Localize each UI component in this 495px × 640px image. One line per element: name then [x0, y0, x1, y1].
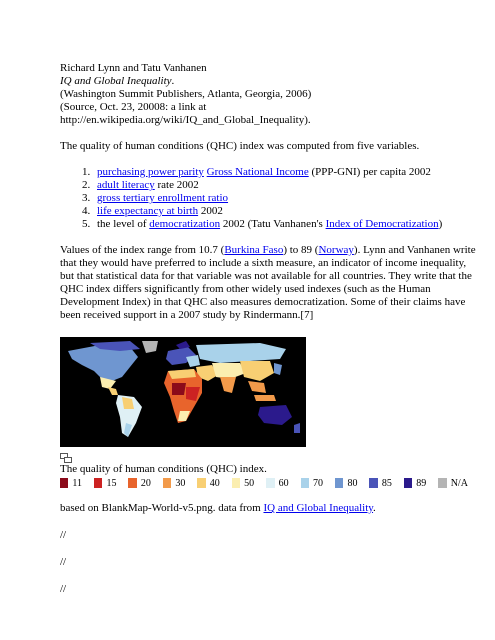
link-norway[interactable]: Norway	[318, 244, 354, 256]
link-gross-national-income[interactable]: Gross National Income	[206, 166, 309, 178]
legend-label: 85	[381, 477, 392, 489]
list-item: 1. purchasing power parity Gross National Income (PPP-GNI) per capita 2002	[82, 166, 431, 178]
legend-label: 89	[416, 477, 427, 489]
legend-swatch	[404, 478, 412, 488]
qhc-world-map	[60, 337, 306, 447]
list-item: 3. gross tertiary enrollment ratio	[82, 192, 229, 204]
legend-swatch	[301, 478, 309, 488]
legend-swatch	[369, 478, 377, 488]
trailing-mark: //	[60, 529, 67, 541]
world-map-image[interactable]	[60, 337, 306, 447]
legend-label: 80	[347, 477, 358, 489]
source-line: (Source, Oct. 23, 20008: a link at	[60, 101, 207, 113]
authors: Richard Lynn and Tatu Vanhanen	[60, 62, 207, 74]
legend-label: 20	[140, 477, 151, 489]
book-title: IQ and Global Inequality	[60, 75, 172, 87]
link-life-expectancy[interactable]: life expectancy at birth	[97, 205, 199, 217]
link-burkina-faso[interactable]: Burkina Faso	[224, 244, 284, 256]
link-adult-literacy[interactable]: adult literacy	[97, 179, 155, 191]
intro-text: The quality of human conditions (QHC) index was computed from five variables.	[60, 140, 420, 152]
legend-swatch	[60, 478, 68, 488]
legend-label: 30	[175, 477, 186, 489]
legend-label: 11	[72, 477, 83, 489]
legend-label: 15	[106, 477, 117, 489]
legend-swatch	[163, 478, 171, 488]
trailing-mark: //	[60, 583, 67, 595]
enlarge-icon[interactable]	[60, 453, 72, 463]
title-suffix: .	[171, 75, 175, 87]
figure-credit: based on BlankMap-World-v5.png. data from IQ and Global Inequality.	[60, 502, 376, 514]
trailing-marks	[60, 529, 480, 596]
figure-caption: The quality of human conditions (QHC) index.	[60, 463, 267, 475]
legend-swatch	[266, 478, 274, 488]
legend-label: 70	[313, 477, 324, 489]
list-item: 5. the level of democratization 2002 (Tatu Vanhanen's Index of Democratization)	[82, 218, 443, 230]
legend-swatch	[335, 478, 343, 488]
legend-swatch	[232, 478, 240, 488]
source-url: http://en.wikipedia.org/wiki/IQ_and_Global_Inequality).	[60, 114, 311, 126]
list-item: 4. life expectancy at birth 2002	[82, 205, 223, 217]
trailing-mark: //	[60, 556, 67, 568]
link-gross-tertiary-enrollment[interactable]: gross tertiary enrollment ratio	[97, 192, 229, 204]
legend-swatch	[438, 478, 446, 488]
link-purchasing-power-parity[interactable]: purchasing power parity	[97, 166, 204, 178]
variables-list	[60, 166, 480, 231]
legend-label: N/A	[450, 477, 468, 489]
legend-label: 60	[278, 477, 289, 489]
document-page	[60, 62, 480, 596]
citation-block	[60, 62, 480, 127]
legend-label: 50	[244, 477, 255, 489]
legend-swatch	[94, 478, 102, 488]
link-index-of-democratization[interactable]: Index of Democratization	[325, 218, 439, 230]
legend-label: 40	[209, 477, 220, 489]
legend-swatch	[197, 478, 205, 488]
list-item: 2. adult literacy rate 2002	[82, 179, 199, 191]
map-legend	[60, 477, 480, 489]
legend-swatch	[128, 478, 136, 488]
body-paragraph: Values of the index range from 10.7 (Burkina Faso) to 89 (Norway). Lynn and Vanhanen write that they would have preferred to include a sixth measure, an indicator of income inequality, but that statistical data for that variable was not available for all countries. They write that the QHC index differs significantly from other widely used indexes (such as the Human Development Index) in that QHC also measures democratization. Some of their claims have been received support in a 2007 study by Rindermann.[7]	[60, 244, 476, 321]
publisher: (Washington Summit Publishers, Atlanta, Georgia, 2006)	[60, 88, 312, 100]
link-democratization[interactable]: democratization	[149, 218, 221, 230]
link-iq-and-global-inequality[interactable]: IQ and Global Inequality	[263, 502, 374, 514]
